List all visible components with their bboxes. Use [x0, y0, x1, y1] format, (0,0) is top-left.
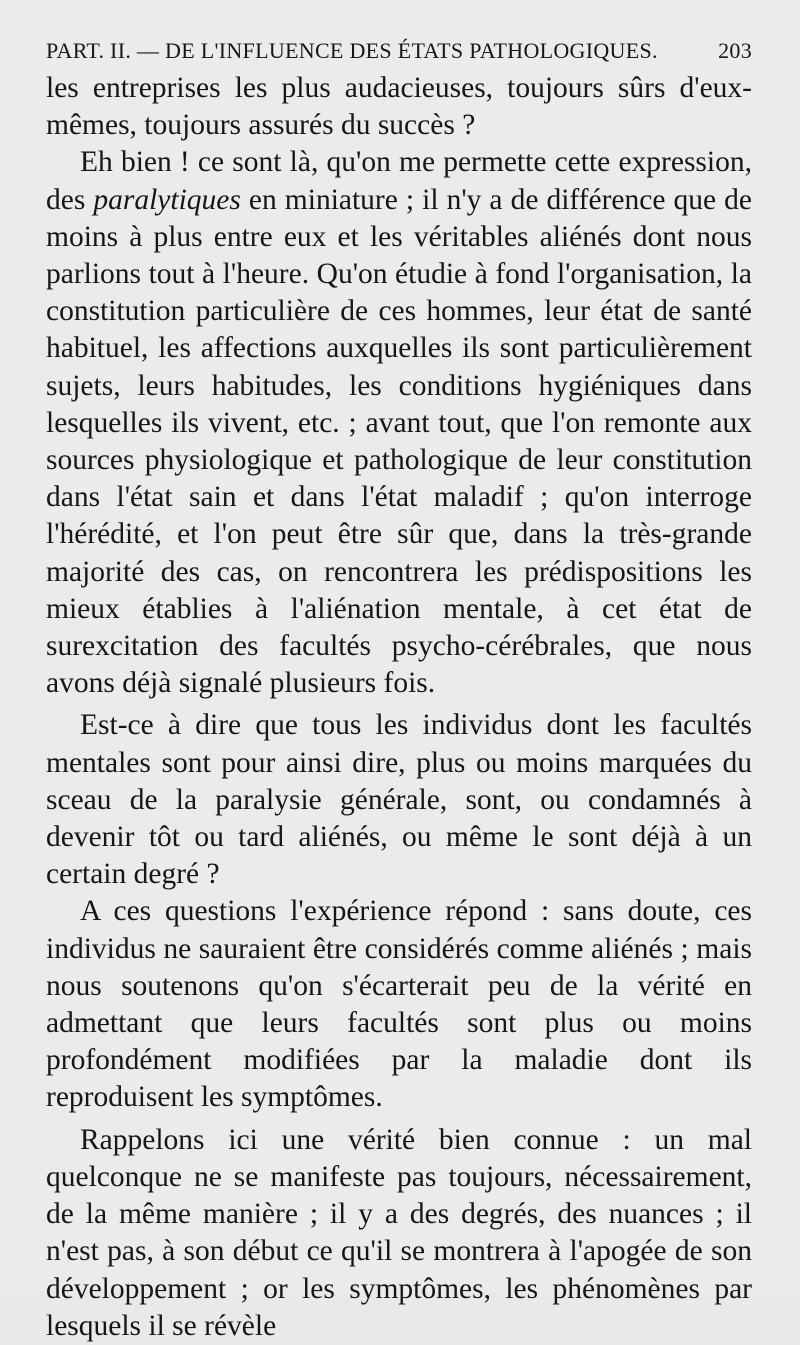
body-text: [46, 70, 752, 1345]
paragraph-continued: les entreprises les plus audacieuses, toujours sûrs d'eux-mêmes, toujours assurés du succès ?: [46, 72, 752, 142]
paragraph: Rappelons ici une vérité bien connue : un mal quelconque ne se manifeste pas toujours, nécessairement, de la même manière ; il y a des degrés, des nuances ; il n'est pas, à son début ce qu'il se montrera à l'apogée de son développement ; or les symptômes, les phénomènes par lesquels il se révèle: [46, 1123, 752, 1342]
running-title: PART. II. — DE L'INFLUENCE DES ÉTATS PATHOLOGIQUES.: [46, 38, 658, 63]
page-number: 203: [718, 38, 752, 63]
paragraph-text: en miniature ; il n'y a de différence que de moins à plus entre eux et les véritables aliénés dont nous parlions tout à l'heure. Qu'on étudie à fond l'organisation, la constitution particulière de ces hommes, leur état de santé habituel, les affections auxquelles ils sont particulièrement sujets, leurs habitudes, les conditions hygiéniques dans lesquelles ils vivent, etc. ; avant tout, que l'on remonte aux sources physiologique et pathologique de leur constitution dans l'état sain et dans l'état maladif ; qu'on interroge l'hérédité, et l'on peut être sûr que, dans la très-grande majorité des cas, on rencontrera les prédispositions les mieux établies à l'aliénation mentale, à cet état de surexcitation des facultés psycho-cérébrales, que nous avons déjà signalé plusieurs fois.: [46, 183, 752, 700]
paragraph: A ces questions l'expérience répond : sans doute, ces individus ne sauraient être considérés comme aliénés ; mais nous soutenons qu'on s'écarterait peu de la vérité en admettant que leurs facultés sont plus ou moins profondément modifiées par la maladie dont ils reproduisent les symptômes.: [46, 895, 752, 1114]
paragraph: Est-ce à dire que tous les individus dont les facultés mentales sont pour ainsi dire, plus ou moins marquées du sceau de la paralysie générale, sont, ou condamnés à devenir tôt ou tard aliénés, ou même le sont déjà à un certain degré ?: [46, 709, 752, 891]
running-header: [46, 38, 752, 64]
emphasized-term: paralytiques: [93, 183, 241, 216]
paragraph: [46, 144, 752, 702]
paragraph-text: Eh bien ! ce sont là, qu'on me permette cette expression, des: [46, 146, 752, 216]
